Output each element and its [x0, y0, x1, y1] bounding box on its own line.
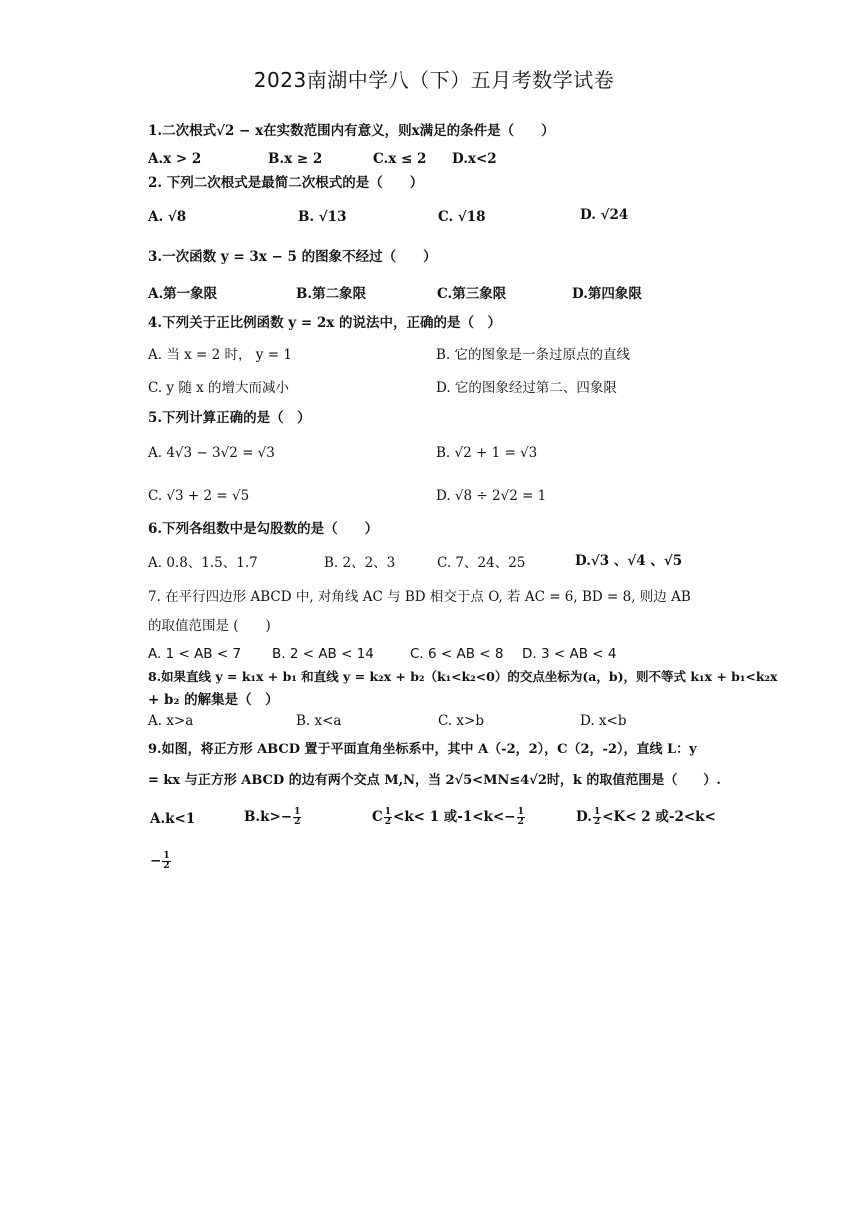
question-6-option-b: B. 2、2、3 — [324, 555, 396, 571]
fraction-half: $\frac{1}{2}$ — [384, 807, 392, 827]
question-2-option-d: D. √24 — [580, 207, 629, 223]
question-1-option-b: B.x ≥ 2 — [268, 151, 323, 167]
question-3-option-d: D.第四象限 — [572, 286, 642, 302]
question-4-option-a: A. 当 x = 2 时， y = 1 — [148, 347, 292, 363]
question-9-option-c-letter: C — [372, 809, 383, 825]
question-6-stem: 6.下列各组数中是勾股数的是（ ） — [148, 521, 379, 537]
question-4-stem: 4.下列关于正比例函数 y = 2x 的说法中，正确的是（ ） — [148, 315, 501, 331]
question-5-option-d: D. √8 ÷ 2√2 = 1 — [436, 488, 547, 504]
fraction-half: $\frac{1}{2}$ — [593, 807, 601, 827]
question-3-option-b: B.第二象限 — [296, 286, 367, 302]
page-title: 2023南湖中学八（下）五月考数学试卷 — [253, 68, 615, 92]
question-9-option-d — [576, 808, 716, 827]
question-6-option-d: D.√3 、√4 、√5 — [575, 553, 683, 569]
question-7-stem-line-1: 7. 在平行四边形 ABCD 中, 对角线 AC 与 BD 相交于点 O, 若 AC = 6, BD = 8, 则边 AB — [148, 589, 691, 605]
question-4-option-c: C. y 随 x 的增大而减小 — [148, 380, 290, 396]
question-3-option-c: C.第三象限 — [437, 286, 507, 302]
question-3-option-a: A.第一象限 — [148, 286, 218, 302]
question-3-stem: 3.一次函数 y = 3x − 5 的图象不经过（ ） — [148, 249, 437, 265]
question-8-option-d: D. x<b — [580, 713, 627, 729]
question-4-option-b: B. 它的图象是一条过原点的直线 — [436, 347, 631, 363]
question-8-stem-line-2: + b₂ 的解集是（ ） — [148, 692, 279, 708]
question-1-option-a: A.x > 2 — [148, 151, 202, 167]
question-6-option-c: C. 7、24、25 — [437, 555, 526, 571]
question-9-option-a: A.k<1 — [150, 811, 196, 827]
question-2-option-c: C. √18 — [438, 209, 486, 225]
question-8-option-a: A. x>a — [148, 713, 194, 729]
question-2-option-b: B. √13 — [298, 209, 347, 225]
question-9-option-c — [372, 808, 526, 827]
question-9-option-b — [244, 808, 302, 827]
fraction-half: $\frac{1}{2}$ — [517, 807, 524, 827]
question-7-option-a: A. 1 < AB < 7 — [148, 646, 242, 662]
question-7-stem-line-2: 的取值范围是 ( ) — [148, 618, 271, 634]
fraction-half: $\frac{1}{2}$ — [294, 807, 301, 827]
question-9-option-b-text: B.k>− — [244, 809, 293, 825]
question-4-option-d: D. 它的图象经过第二、四象限 — [436, 380, 617, 396]
fraction-half: $\frac{1}{2}$ — [163, 851, 170, 871]
question-1-option-d: D.x<2 — [452, 151, 497, 167]
question-6-option-a: A. 0.8、1.5、1.7 — [148, 555, 258, 571]
question-1-stem: 1.二次根式√2 − x在实数范围内有意义，则x满足的条件是（ ） — [148, 123, 555, 139]
question-9-stem-line-1: 9.如图，将正方形 ABCD 置于平面直角坐标系中，其中 A（-2，2），C（2，-2），直线 L：y — [148, 742, 697, 757]
question-7-option-b: B. 2 < AB < 14 — [272, 646, 374, 662]
question-8-stem-line-1: 8.如果直线 y = k₁x + b₁ 和直线 y = k₂x + b₂（k₁<k₂<0）的交点坐标为(a，b)，则不等式 k₁x + b₁<k₂x — [148, 669, 778, 684]
question-9-option-c-text: <k< 1 或-1<k<− — [393, 809, 516, 825]
question-9-option-d-continued — [150, 852, 172, 871]
question-5-stem: 5.下列计算正确的是（ ） — [148, 410, 311, 426]
question-5-option-c: C. √3 + 2 = √5 — [148, 488, 250, 504]
question-9-stem-line-2: = kx 与正方形 ABCD 的边有两个交点 M,N，当 2√5<MN≤4√2时，k 的取值范围是（ ）. — [148, 773, 721, 788]
question-5-option-b: B. √2 + 1 = √3 — [436, 445, 538, 461]
question-2-stem: 2. 下列二次根式是最简二次根式的是（ ） — [148, 175, 424, 191]
question-2-option-a: A. √8 — [148, 209, 187, 225]
question-9-option-d-letter: D. — [576, 809, 592, 825]
question-9-option-d-minus: − — [150, 853, 162, 869]
question-7-option-d: D. 3 < AB < 4 — [522, 646, 617, 662]
question-9-option-d-text: <K< 2 或-2<k< — [602, 809, 716, 825]
question-5-option-a: A. 4√3 − 3√2 = √3 — [148, 445, 275, 461]
question-8-option-c: C. x>b — [438, 713, 484, 729]
question-1-option-c: C.x ≤ 2 — [373, 151, 427, 167]
question-7-option-c: C. 6 < AB < 8 — [410, 646, 504, 662]
question-8-option-b: B. x<a — [296, 713, 342, 729]
